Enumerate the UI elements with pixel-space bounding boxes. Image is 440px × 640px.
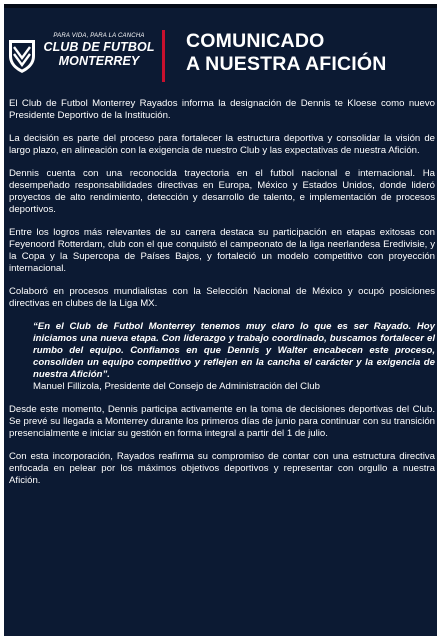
club-name-line2: MONTERREY [58, 54, 140, 68]
club-name-line1: CLUB DE FUTBOL [43, 40, 155, 54]
paragraph-commitment: Con esta incorporación, Rayados reafirma su compromiso de contar con una estructura directiva enfocada en pelear por los máximos objetivos deportivos y representar con orgullo a nuestra Afición. [9, 451, 435, 486]
paragraph-trajectory: Dennis cuenta con una reconocida trayectoria en el futbol nacional e internacional. Ha desempeñado responsabilidades directivas en Europa, México y Estados Unidos, donde lideró proyectos de alto rendimiento, detección y desarrollo de talento, e implementación de procesos deportivos. [9, 168, 435, 215]
header-divider [162, 30, 165, 82]
page-title [186, 30, 436, 76]
header [4, 26, 437, 90]
club-crest-icon [7, 38, 37, 74]
communique-page [4, 4, 437, 636]
paragraph-transition: Desde este momento, Dennis participa activamente en la toma de decisiones deportivas del Club. Se prevé su llegada a Monterrey durante los primeros días de junio para continuar con su transición presencialmente e iniciar su gestión en forma integral a partir del 1 de julio. [9, 404, 435, 439]
paragraph-achievements: Entre los logros más relevantes de su carrera destaca su participación en etapas exitosas con Feyenoord Rotterdam, club con el que conquistó el campeonato de la liga neerlandesa Eredivisie, y la Copa y la Supercopa de Países Bajos, y fortaleció un modelo competitivo con proyección internacional. [9, 227, 435, 274]
communique-body [9, 98, 435, 498]
club-tagline: PARA VIDA, PARA LA CANCHA [53, 33, 145, 39]
quote-text: “En el Club de Futbol Monterrey tenemos muy claro lo que es ser Rayado. Hoy iniciamos una nueva etapa. Con liderazgo y trabajo coordinado, buscamos fortalecer el rumbo del equipo. Confiamos en que Dennis y Walter encabecen este proceso, consoliden un equipo competitivo y reflejen en la cancha el carácter y la exigencia de nuestra Afición”. [33, 321, 435, 380]
paragraph-collaboration: Colaboró en procesos mundialistas con la Selección Nacional de México y ocupó posiciones directivas en clubes de la Liga MX. [9, 286, 435, 309]
title-line2: A NUESTRA AFICIÓN [186, 53, 387, 75]
title-line1: COMUNICADO [186, 30, 325, 52]
quote-author: Manuel Fillizola, Presidente del Consejo de Administración del Club [33, 381, 320, 392]
club-logo [39, 32, 159, 68]
president-quote [33, 321, 435, 393]
paragraph-announcement: El Club de Futbol Monterrey Rayados informa la designación de Dennis te Kloese como nuevo Presidente Deportivo de la Institución. [9, 98, 435, 121]
paragraph-decision: La decisión es parte del proceso para fortalecer la estructura deportiva y consolidar la visión de largo plazo, en alineación con la exigencia de nuestro Club y las expectativas de nuestra Afición. [9, 133, 435, 156]
